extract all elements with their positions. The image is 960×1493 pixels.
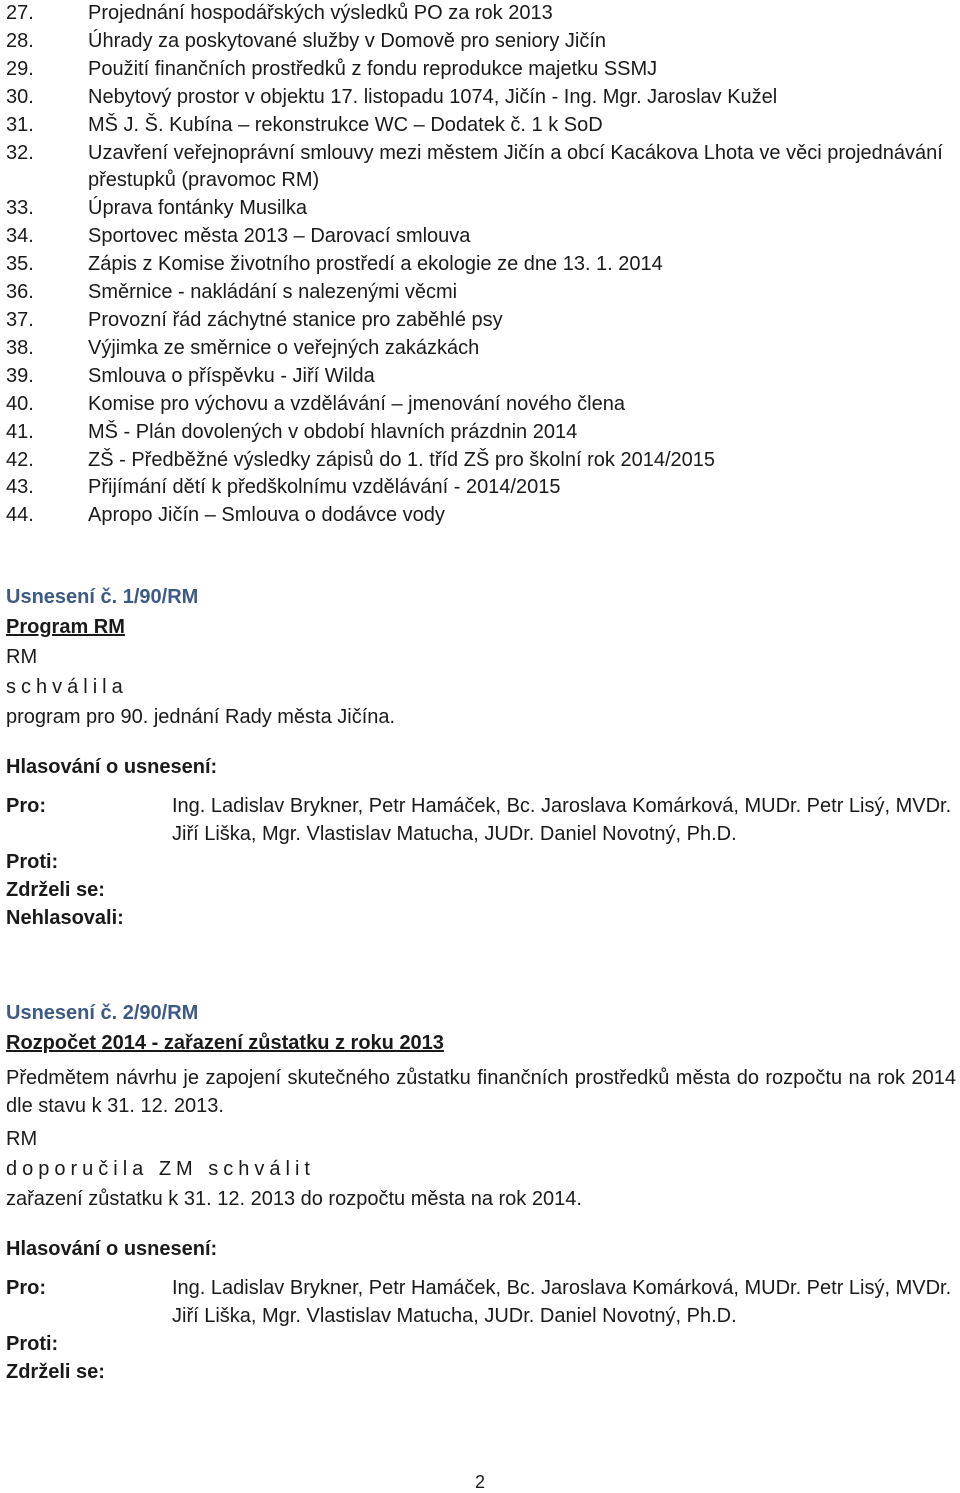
agenda-item [6, 0, 956, 28]
agenda-item [6, 140, 956, 196]
vote-proti-label: Proti: [6, 1333, 59, 1355]
agenda-item-text: Smlouva o příspěvku - Jiří Wilda [88, 364, 375, 387]
resolution-intro: Předmětem návrhu je zapojení skutečného zůstatku finančních prostředků města do rozpočtu na rok 2014 dle stavu k 31. 12. 2013. [6, 1067, 956, 1117]
agenda-item [6, 391, 956, 419]
agenda-item-text: Výjimka ze směrnice o veřejných zakázkách [88, 336, 480, 359]
vote-zdrzeli-label: Zdrželi se: [6, 1361, 105, 1383]
vote-heading: Hlasování o usnesení: [6, 1238, 218, 1260]
vote-heading: Hlasování o usnesení: [6, 756, 218, 778]
agenda-item-number: 30. [6, 85, 34, 108]
agenda-item-number: 40. [6, 392, 34, 415]
agenda-item [6, 28, 956, 56]
agenda-item-number: 44. [6, 504, 34, 527]
resolution-subject: RM [6, 646, 38, 668]
vote-pro-label: Pro: [6, 1277, 46, 1299]
resolution-text: program pro 90. jednání Rady města Jičína. [6, 706, 396, 728]
resolution-number: Usnesení č. 1/90/RM [6, 586, 199, 608]
agenda-list [6, 0, 956, 530]
vote-pro-value: Ing. Ladislav Brykner, Petr Hamáček, Bc. Jaroslava Komárková, MUDr. Petr Lisý, MVDr. Jiří Liška, Mgr. Vlastislav Matucha, JUDr. Daniel Novotný, Ph.D. [172, 1277, 952, 1327]
agenda-item [6, 84, 956, 112]
vote-zdrzeli [6, 1358, 956, 1386]
agenda-item-number: 37. [6, 308, 34, 331]
agenda-item-number: 32. [6, 141, 34, 164]
resolution-text: zařazení zůstatku k 31. 12. 2013 do rozpočtu města na rok 2014. [6, 1188, 582, 1210]
resolution-verb: schválila [6, 676, 128, 698]
agenda-item [6, 195, 956, 223]
agenda-item [6, 112, 956, 140]
agenda-item-text: Sportovec města 2013 – Darovací smlouva [88, 225, 471, 248]
agenda-item-text: Uzavření veřejnoprávní smlouvy mezi městem Jičín a obcí Kacákova Lhota ve věci projednávání přestupků (pravomoc RM) [88, 141, 943, 192]
vote-pro [6, 792, 956, 848]
agenda-item-text: ZŠ - Předběžné výsledky zápisů do 1. tříd ZŠ pro školní rok 2014/2015 [88, 448, 715, 471]
agenda-item-text: Úhrady za poskytované služby v Domově pro seniory Jičín [88, 29, 607, 52]
agenda-item-text: Apropo Jičín – Smlouva o dodávce vody [88, 504, 445, 527]
agenda-item-number: 39. [6, 364, 34, 387]
resolution-verb: doporučila ZM schválit [6, 1158, 315, 1180]
agenda-item-number: 34. [6, 225, 34, 248]
agenda-item-number: 41. [6, 420, 34, 443]
agenda-item-number: 36. [6, 281, 34, 304]
agenda-item-number: 31. [6, 113, 34, 136]
resolution-title: Rozpočet 2014 - zařazení zůstatku z roku 2013 [6, 1032, 444, 1054]
agenda-item [6, 56, 956, 84]
vote-proti-label: Proti: [6, 851, 59, 873]
agenda-item [6, 419, 956, 447]
resolution-number: Usnesení č. 2/90/RM [6, 1002, 199, 1024]
agenda-item [6, 251, 956, 279]
agenda-item [6, 447, 956, 475]
resolution-2 [6, 998, 956, 1386]
agenda-item-text: Přijímání dětí k předškolnímu vzdělávání - 2014/2015 [88, 476, 561, 499]
vote-pro [6, 1274, 956, 1330]
agenda-item [6, 223, 956, 251]
agenda-item-text: Provozní řád záchytné stanice pro zaběhlé psy [88, 308, 503, 331]
vote-nehlasovali [6, 904, 956, 932]
resolution-1 [6, 582, 956, 932]
agenda-item-number: 28. [6, 29, 34, 52]
agenda-item-number: 35. [6, 253, 34, 276]
agenda-item-text: Zápis z Komise životního prostředí a ekologie ze dne 13. 1. 2014 [88, 253, 663, 276]
vote-zdrzeli [6, 876, 956, 904]
agenda-item [6, 474, 956, 502]
agenda-item [6, 502, 956, 530]
agenda-item-number: 27. [6, 2, 34, 24]
agenda-item-number: 29. [6, 57, 34, 80]
agenda-item [6, 307, 956, 335]
page-number: 2 [474, 1472, 485, 1492]
agenda-item-text: MŠ J. Š. Kubína – rekonstrukce WC – Dodatek č. 1 k SoD [88, 113, 603, 136]
agenda-item-text: Směrnice - nakládání s nalezenými věcmi [88, 281, 458, 304]
agenda-item-text: Úprava fontánky Musilka [88, 197, 307, 220]
vote-zdrzeli-label: Zdrželi se: [6, 879, 105, 901]
agenda-item-number: 38. [6, 336, 34, 359]
resolution-subject: RM [6, 1128, 38, 1150]
agenda-item-text: Projednání hospodářských výsledků PO za rok 2013 [88, 2, 553, 24]
agenda-item-text: Komise pro výchovu a vzdělávání – jmenování nového člena [88, 392, 625, 415]
agenda-item-text: Nebytový prostor v objektu 17. listopadu 1074, Jičín - Ing. Mgr. Jaroslav Kužel [88, 85, 778, 108]
vote-nehlasovali-label: Nehlasovali: [6, 907, 124, 929]
agenda-item-number: 42. [6, 448, 34, 471]
agenda-item [6, 363, 956, 391]
agenda-item-text: Použití finančních prostředků z fondu reprodukce majetku SSMJ [88, 57, 658, 80]
vote-pro-label: Pro: [6, 795, 46, 817]
agenda-item-text: MŠ - Plán dovolených v období hlavních prázdnin 2014 [88, 420, 578, 443]
agenda-item [6, 279, 956, 307]
resolution-title: Program RM [6, 616, 125, 638]
agenda-item-number: 33. [6, 197, 34, 220]
agenda-item [6, 335, 956, 363]
vote-pro-value: Ing. Ladislav Brykner, Petr Hamáček, Bc. Jaroslava Komárková, MUDr. Petr Lisý, MVDr. Jiří Liška, Mgr. Vlastislav Matucha, JUDr. Daniel Novotný, Ph.D. [172, 795, 952, 845]
agenda-item-number: 43. [6, 476, 34, 499]
vote-proti [6, 1330, 956, 1358]
vote-proti [6, 848, 956, 876]
